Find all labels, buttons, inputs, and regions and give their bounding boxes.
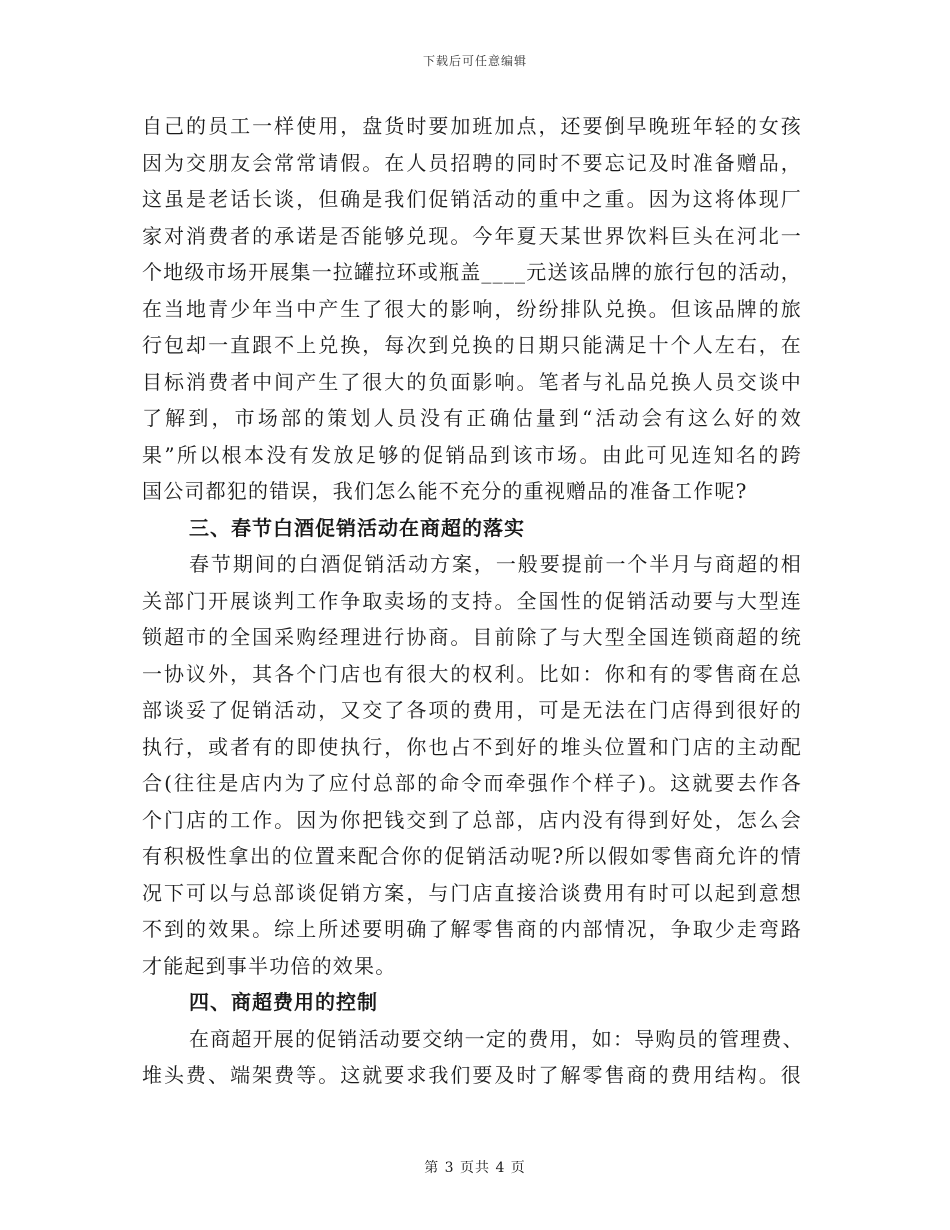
- paragraph-line: 合(往往是店内为了应付总部的命令而牵强作个样子)。这就要去作各: [142, 771, 802, 795]
- section-heading-3: 三、春节白酒促销活动在商超的落实: [189, 515, 525, 540]
- paragraph-line: 部谈妥了促销活动，又交了各项的费用，可是无法在门店得到很好的: [142, 698, 802, 722]
- paragraph-line: 个门店的工作。因为你把钱交到了总部，店内没有得到好处，怎么会: [142, 807, 802, 832]
- paragraph-line: 在商超开展的促销活动要交纳一定的费用，如：导购员的管理费、: [189, 1026, 804, 1051]
- paragraph-line: 在当地青少年当中产生了很大的影响，纷纷排队兑换。但该品牌的旅: [142, 296, 802, 321]
- paragraph-line: 春节期间的白酒促销活动方案，一般要提前一个半月与商超的相: [189, 552, 802, 576]
- paragraph-line: 关部门开展谈判工作争取卖场的支持。全国性的促销活动要与大型连: [142, 588, 802, 613]
- paragraph-line: 果”所以根本没有发放足够的促销品到该市场。由此可见连知名的跨: [142, 442, 802, 467]
- paragraph-line: 个地级市场开展集一拉罐拉环或瓶盖____元送该品牌的旅行包的活动，: [142, 260, 802, 284]
- paragraph-line: 家对消费者的承诺是否能够兑现。今年夏天某世界饮料巨头在河北一: [142, 223, 802, 248]
- paragraph-line: 目标消费者中间产生了很大的负面影响。笔者与礼品兑换人员交谈中: [142, 369, 802, 394]
- page-header: 下载后可任意编辑: [422, 54, 527, 68]
- document-body: [142, 108, 802, 1094]
- paragraph-line: 锁超市的全国采购经理进行协商。目前除了与大型全国连锁商超的统: [142, 625, 802, 649]
- paragraph-line: 了解到，市场部的策划人员没有正确估量到“活动会有这么好的效: [142, 406, 802, 430]
- paragraph-line: 执行，或者有的即使执行，你也占不到好的堆头位置和门店的主动配: [142, 734, 802, 759]
- paragraph-line: 自己的员工一样使用，盘货时要加班加点，还要倒早晚班年轻的女孩: [142, 114, 802, 138]
- paragraph-line: 一协议外，其各个门店也有很大的权利。比如：你和有的零售商在总: [142, 661, 802, 686]
- page-number: 第 3 页共 4 页: [424, 1160, 526, 1176]
- paragraph-line: 因为交朋友会常常请假。在人员招聘的同时不要忘记及时准备赠品，: [142, 150, 802, 175]
- paragraph-line: 堆头费、端架费等。这就要求我们要及时了解零售商的费用结构。很: [142, 1063, 802, 1087]
- paragraph-line: 况下可以与总部谈促销方案，与门店直接洽谈费用有时可以起到意想: [142, 880, 802, 905]
- section-heading-4: 四、商超费用的控制: [189, 990, 378, 1014]
- paragraph-line: 不到的效果。综上所述要明确了解零售商的内部情况，争取少走弯路: [142, 917, 802, 941]
- paragraph-line: 有积极性拿出的位置来配合你的促销活动呢?所以假如零售商允许的情: [142, 844, 802, 868]
- paragraph-line: 国公司都犯的错误，我们怎么能不充分的重视赠品的准备工作呢?: [142, 479, 748, 503]
- paragraph-line: 行包却一直跟不上兑换，每次到兑换的日期只能满足十个人左右，在: [142, 333, 802, 357]
- paragraph-line: 这虽是老话长谈，但确是我们促销活动的重中之重。因为这将体现厂: [142, 187, 802, 211]
- paragraph-line: 才能起到事半功倍的效果。: [142, 953, 397, 978]
